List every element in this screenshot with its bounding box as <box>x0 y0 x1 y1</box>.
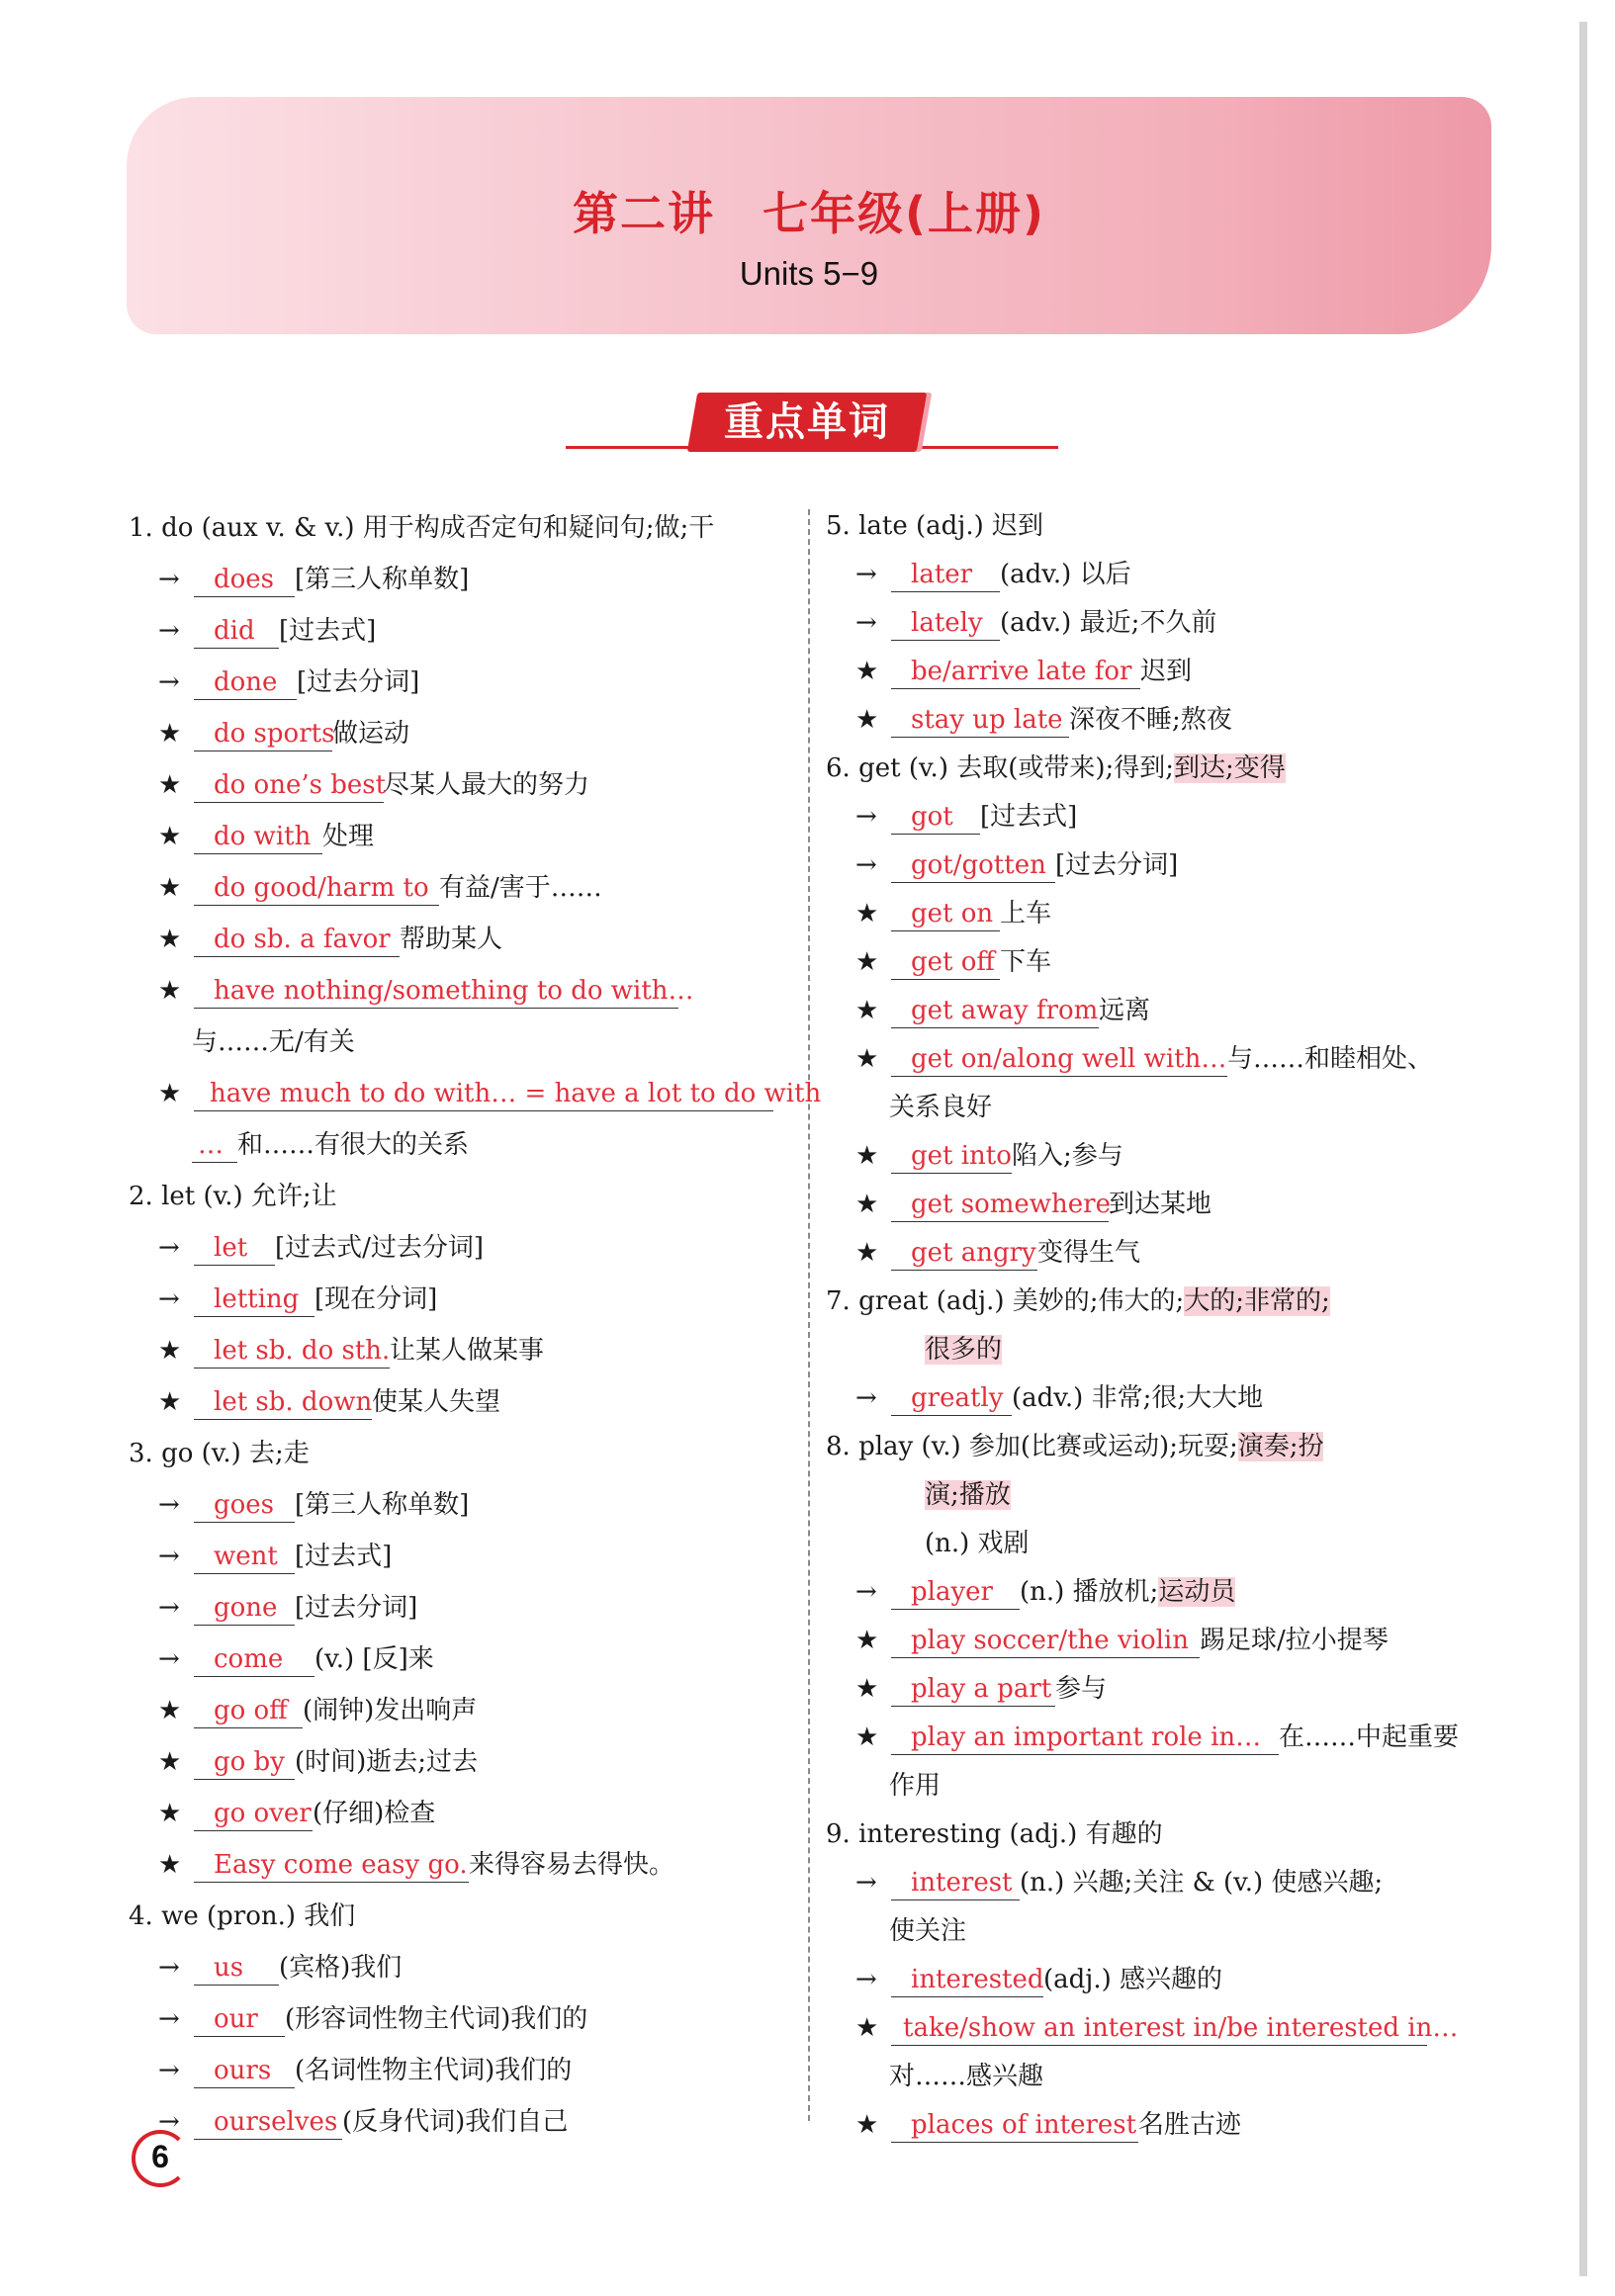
answer-blank: interest <box>891 1866 1020 1900</box>
answer-blank: later <box>891 558 1000 592</box>
list-item: → goes [第三人称单数] <box>129 1479 801 1531</box>
entry-do: 1. do (aux v. & v.) 用于构成否定句和疑问句;做;干 <box>129 513 715 543</box>
list-item: ★ do sports做运动 <box>129 708 801 759</box>
star-icon: ★ <box>158 1387 182 1417</box>
list-item-continued: 关系良好 <box>889 1093 993 1122</box>
arrow-icon: → <box>855 560 877 589</box>
answer-blank: does <box>194 563 295 597</box>
answer-blank: done <box>194 665 297 700</box>
answer-blank: player <box>891 1575 1020 1610</box>
list-item: → did [过去式] <box>129 605 801 657</box>
left-column <box>129 502 822 2148</box>
lesson-title: 第二讲 七年级(上册) <box>572 187 1046 240</box>
list-item: → went [过去式] <box>129 1531 801 1582</box>
answer-blank: go off <box>194 1694 303 1728</box>
list-item: ★ do with 处理 <box>129 811 801 862</box>
star-icon: ★ <box>855 1141 879 1171</box>
list-item: ★ go over(仔细)检查 <box>129 1788 801 1839</box>
answer-blank: have much to do with… = have a lot to do with <box>194 1077 773 1111</box>
answer-blank: get away from <box>891 994 1099 1028</box>
answer-blank: our <box>194 2002 285 2037</box>
list-item: ★ get on 上车 <box>826 890 1498 938</box>
answer-blank: lately <box>891 606 1000 641</box>
list-item: ★ do sb. a favor 帮助某人 <box>129 914 801 965</box>
answer-blank: play an important role in… <box>891 1721 1279 1755</box>
list-item: → our (形容词性物主代词)我们的 <box>129 1993 801 2045</box>
answer-blank: let <box>194 1231 275 1266</box>
list-item-continued: 使关注 <box>889 1916 967 1946</box>
arrow-icon: → <box>158 565 180 594</box>
highlight: 演奏;扮 <box>1237 1432 1324 1461</box>
list-item <box>826 2004 1498 2053</box>
list-item: → lately (adv.) 最近;不久前 <box>826 599 1498 648</box>
star-icon: ★ <box>855 1238 879 1268</box>
list-item: → interested(adj.) 感兴趣的 <box>826 1956 1498 2004</box>
list-item: → ours (名词性物主代词)我们的 <box>129 2045 801 2096</box>
answer-blank: have nothing/something to do with… <box>194 974 678 1009</box>
section-rule-left <box>566 446 694 449</box>
star-icon: ★ <box>855 1044 879 1074</box>
arrow-icon: → <box>158 1953 180 1983</box>
star-icon: ★ <box>855 996 879 1025</box>
list-item: → gone [过去分词] <box>129 1582 801 1634</box>
list-item: ★ get on/along well with…与……和睦相处、 <box>826 1035 1498 1084</box>
list-item: → got/gotten [过去分词] <box>826 841 1498 890</box>
answer-blank: come <box>194 1642 314 1677</box>
list-item: ★ get angry变得生气 <box>826 1229 1498 1278</box>
column-divider <box>808 509 810 2121</box>
list-item: → later (adv.) 以后 <box>826 551 1498 599</box>
list-item: ★ let sb. do sth.让某人做某事 <box>129 1325 801 1376</box>
arrow-icon: → <box>158 1644 180 1674</box>
answer-blank: get on <box>891 897 1000 931</box>
answer-blank: do with <box>194 820 322 854</box>
list-item-continued <box>826 1326 1498 1374</box>
list-item: ★ let sb. down使某人失望 <box>129 1376 801 1428</box>
answer-blank: got <box>891 800 980 835</box>
star-icon: ★ <box>855 1626 879 1655</box>
list-item: ★ Easy come easy go.来得容易去得快。 <box>129 1839 801 1891</box>
list-item-continued: … 和……有很大的关系 <box>129 1119 801 1171</box>
list-item: → let [过去式/过去分词] <box>129 1222 801 1274</box>
answer-blank: greatly <box>891 1381 1012 1416</box>
arrow-icon: → <box>158 1490 180 1520</box>
arrow-icon: → <box>158 1593 180 1623</box>
arrow-icon: → <box>158 1542 180 1571</box>
list-item: ★ do good/harm to 有益/害于…… <box>129 862 801 914</box>
list-item: → got [过去式] <box>826 793 1498 841</box>
arrow-icon: → <box>158 616 180 646</box>
answer-blank: play a part <box>891 1672 1055 1707</box>
header-banner <box>127 97 1491 334</box>
answer-blank: stay up late <box>891 703 1069 738</box>
arrow-icon: → <box>158 2107 180 2137</box>
list-item: → letting [现在分词] <box>129 1274 801 1325</box>
star-icon: ★ <box>855 1722 879 1752</box>
units-subtitle: Units 5−9 <box>739 255 879 292</box>
answer-blank: ours <box>194 2054 295 2088</box>
answer-blank: let sb. do sth. <box>194 1334 390 1369</box>
answer-blank: go by <box>194 1745 295 1780</box>
list-item-continued: 作用 <box>889 1771 942 1801</box>
arrow-icon: → <box>855 1577 877 1607</box>
highlight: 演;播放 <box>925 1480 1011 1510</box>
list-item: ★ get off 下车 <box>826 938 1498 987</box>
list-item: ★ do one’s best尽某人最大的努力 <box>129 759 801 811</box>
arrow-icon: → <box>158 667 180 697</box>
star-icon: ★ <box>855 2013 879 2043</box>
arrow-icon: → <box>855 1868 877 1898</box>
answer-blank: did <box>194 614 279 649</box>
answer-blank: do one’s best <box>194 768 384 803</box>
star-icon: ★ <box>158 976 182 1006</box>
list-item-continued <box>826 1471 1498 1520</box>
answer-blank: get off <box>891 945 1000 980</box>
list-item: → player (n.) 播放机;运动员 <box>826 1568 1498 1617</box>
list-item: ★ stay up late 深夜不睡;熬夜 <box>826 696 1498 745</box>
answer-blank: get into <box>891 1139 1012 1174</box>
list-item <box>129 1068 822 1119</box>
answer-blank: us <box>194 1951 279 1986</box>
answer-blank: do good/harm to <box>194 871 439 906</box>
list-item-continued: 与……无/有关 <box>192 1027 355 1057</box>
list-item: → ourselves (反身代词)我们自己 <box>129 2096 801 2148</box>
entry-great: 7. great (adj.) 美妙的;伟大的;大的;非常的; <box>826 1286 1330 1316</box>
star-icon: ★ <box>158 719 182 749</box>
answer-blank: letting <box>194 1282 314 1317</box>
answer-blank: be/arrive late for <box>891 655 1140 689</box>
answer-blank: interested <box>891 1963 1043 1997</box>
list-item: ★ get somewhere到达某地 <box>826 1181 1498 1229</box>
list-item: ★ places of interest名胜古迹 <box>826 2101 1498 2150</box>
answer-blank: gone <box>194 1591 295 1626</box>
answer-blank: got/gotten <box>891 848 1055 883</box>
answer-blank: take/show an interest in/be interested in… <box>891 2011 1427 2046</box>
star-icon: ★ <box>158 925 182 954</box>
list-item-continued: 对……感兴趣 <box>889 2062 1044 2091</box>
arrow-icon: → <box>855 850 877 880</box>
star-icon: ★ <box>158 1336 182 1366</box>
list-item: ★ play an important role in… 在……中起重要 <box>826 1714 1498 1762</box>
list-item: ★ play soccer/the violin 踢足球/拉小提琴 <box>826 1617 1498 1665</box>
list-item: → done [过去分词] <box>129 657 801 708</box>
highlight: 大的;非常的; <box>1184 1286 1330 1316</box>
star-icon: ★ <box>158 1696 182 1725</box>
arrow-icon: → <box>855 1965 877 1994</box>
answer-blank: play soccer/the violin <box>891 1624 1200 1658</box>
answer-blank: Easy come easy go. <box>194 1848 469 1883</box>
entry-play: 8. play (v.) 参加(比赛或运动);玩耍;演奏;扮 <box>826 1432 1324 1461</box>
answer-blank: go over <box>194 1797 313 1831</box>
list-item: → interest (n.) 兴趣;关注 & (v.) 使感兴趣; <box>826 1859 1498 1907</box>
star-icon: ★ <box>855 899 879 928</box>
list-item: → greatly (adv.) 非常;很;大大地 <box>826 1374 1498 1423</box>
list-item: ★ go by (时间)逝去;过去 <box>129 1736 801 1788</box>
list-item: ★ be/arrive late for 迟到 <box>826 648 1498 696</box>
star-icon: ★ <box>158 1799 182 1828</box>
entry-we: 4. we (pron.) 我们 <box>129 1901 356 1931</box>
page-number: 6 <box>132 2128 189 2185</box>
entry-interesting: 9. interesting (adj.) 有趣的 <box>826 1819 1163 1849</box>
answer-blank: get somewhere <box>891 1188 1109 1222</box>
answer-blank: get on/along well with… <box>891 1042 1227 1077</box>
list-item: ★ play a part 参与 <box>826 1665 1498 1714</box>
star-icon: ★ <box>158 822 182 851</box>
list-item: → come (v.) [反]来 <box>129 1634 801 1685</box>
answer-blank: get angry <box>891 1236 1037 1271</box>
right-column <box>826 502 1498 2150</box>
list-item-continued: (n.) 戏剧 <box>925 1529 1030 1558</box>
list-item <box>129 965 801 1016</box>
star-icon: ★ <box>158 1850 182 1880</box>
arrow-icon: → <box>158 2004 180 2034</box>
answer-blank: … <box>192 1128 237 1163</box>
page-edge <box>1579 22 1587 2276</box>
star-icon: ★ <box>855 2110 879 2140</box>
highlight: 到达;变得 <box>1174 753 1286 783</box>
answer-blank: do sports <box>194 717 332 751</box>
entry-get: 6. get (v.) 去取(或带来);得到;到达;变得 <box>826 753 1286 783</box>
section-rule-right <box>920 446 1058 449</box>
list-item: ★ get into陷入;参与 <box>826 1132 1498 1181</box>
list-item: ★ get away from远离 <box>826 987 1498 1035</box>
section-title: 重点单词 <box>724 399 890 445</box>
arrow-icon: → <box>158 2056 180 2085</box>
answer-blank: places of interest <box>891 2108 1138 2143</box>
list-item: → does [第三人称单数] <box>129 554 801 605</box>
arrow-icon: → <box>855 1383 877 1413</box>
answer-blank: do sb. a favor <box>194 923 400 957</box>
star-icon: ★ <box>855 1190 879 1219</box>
arrow-icon: → <box>855 802 877 832</box>
star-icon: ★ <box>158 1079 182 1108</box>
arrow-icon: → <box>158 1233 180 1263</box>
arrow-icon: → <box>855 608 877 638</box>
entry-let: 2. let (v.) 允许;让 <box>129 1182 337 1211</box>
answer-blank: goes <box>194 1488 295 1523</box>
star-icon: ★ <box>158 873 182 903</box>
star-icon: ★ <box>158 1747 182 1777</box>
highlight: 运动员 <box>1158 1577 1236 1607</box>
answer-blank: let sb. down <box>194 1385 372 1420</box>
list-item: ★ go off (闹钟)发出响声 <box>129 1685 801 1736</box>
star-icon: ★ <box>855 657 879 686</box>
star-icon: ★ <box>855 705 879 735</box>
star-icon: ★ <box>855 947 879 977</box>
highlight: 很多的 <box>925 1335 1003 1365</box>
entry-go: 3. go (v.) 去;走 <box>129 1439 310 1468</box>
answer-blank: went <box>194 1540 295 1574</box>
entry-late: 5. late (adj.) 迟到 <box>826 511 1044 541</box>
star-icon: ★ <box>855 1674 879 1704</box>
answer-blank: ourselves <box>194 2105 342 2140</box>
list-item: → us (宾格)我们 <box>129 1942 801 1993</box>
star-icon: ★ <box>158 770 182 800</box>
arrow-icon: → <box>158 1284 180 1314</box>
